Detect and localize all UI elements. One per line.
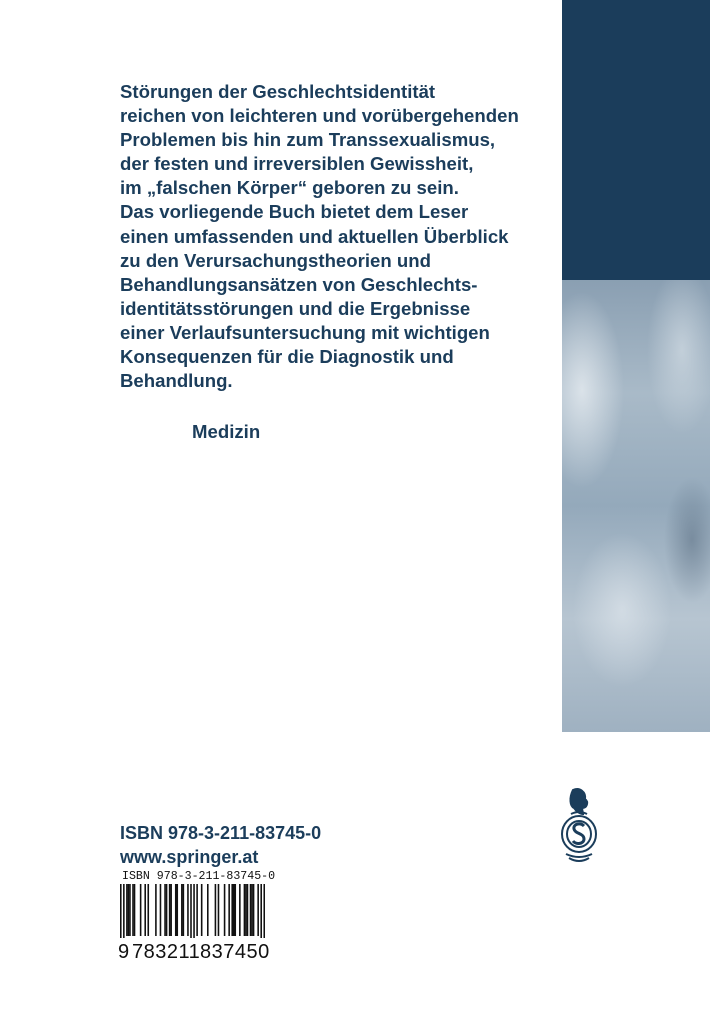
barcode-bar bbox=[253, 884, 255, 936]
barcode-digits-lead: 9 bbox=[118, 941, 130, 963]
barcode-bar bbox=[187, 884, 189, 936]
barcode-bar bbox=[175, 884, 177, 936]
blurb-line: reichen von leichteren und vorübergehenden bbox=[120, 105, 519, 127]
blurb-line: identitätsstörungen und die Ergebnisse bbox=[120, 297, 471, 319]
barcode-bar bbox=[147, 884, 149, 936]
blurb-line: Konsequenzen für die Diagnostik und bbox=[120, 346, 454, 368]
publisher-url: www.springer.at bbox=[120, 847, 259, 867]
barcode-bar bbox=[228, 884, 230, 936]
barcode-digits bbox=[118, 938, 268, 966]
blurb-line: zu den Verursachungstheorien und bbox=[120, 249, 431, 271]
barcode-caption: ISBN 978-3-211-83745-0 bbox=[122, 870, 276, 883]
barcode-bar bbox=[260, 884, 262, 942]
barcode-bar bbox=[144, 884, 146, 936]
cover-side-band bbox=[562, 0, 710, 732]
subject-label: Medizin bbox=[192, 421, 261, 442]
blurb-line: im „falschen Körper“ geboren zu sein. bbox=[120, 177, 459, 199]
blurb-line: Das vorliegende Buch bietet dem Leser bbox=[120, 201, 469, 223]
blurb-line: der festen und irreversiblen Gewissheit, bbox=[120, 153, 474, 175]
barcode-bar bbox=[247, 884, 249, 936]
blurb-line: einer Verlaufsuntersuchung mit wichtigen bbox=[120, 321, 490, 343]
barcode-bar bbox=[231, 884, 233, 936]
blurb-line: Störungen der Geschlechtsidentität bbox=[120, 81, 436, 102]
barcode-bar bbox=[181, 884, 183, 936]
barcode-bar bbox=[126, 884, 128, 936]
barcode-bar bbox=[201, 884, 203, 936]
springer-knight-icon bbox=[556, 786, 602, 864]
barcode-bar bbox=[218, 884, 220, 936]
barcode-bar bbox=[233, 884, 235, 936]
barcode-bar bbox=[132, 884, 134, 936]
barcode bbox=[120, 884, 265, 942]
barcode-bar bbox=[169, 884, 171, 936]
barcode-bar bbox=[196, 884, 198, 936]
barcode-bar bbox=[215, 884, 217, 936]
barcode-bar bbox=[183, 884, 185, 936]
barcode-bar bbox=[123, 884, 125, 942]
barcode-bar bbox=[193, 884, 195, 942]
barcode-bar bbox=[257, 884, 259, 936]
barcode-bar bbox=[244, 884, 246, 936]
barcode-bar bbox=[155, 884, 157, 936]
barcode-bar bbox=[140, 884, 142, 936]
barcode-bar bbox=[164, 884, 166, 936]
barcode-bar bbox=[207, 884, 209, 936]
barcode-digits-left: 783211 bbox=[132, 941, 201, 963]
barcode-bar bbox=[128, 884, 130, 936]
barcode-bar bbox=[239, 884, 241, 936]
barcode-bar bbox=[250, 884, 252, 936]
barcode-digits-right: 837450 bbox=[200, 941, 270, 963]
barcode-bar bbox=[224, 884, 226, 936]
barcode-bar bbox=[190, 884, 192, 942]
back-cover-blurb bbox=[120, 80, 560, 393]
barcode-bar bbox=[129, 884, 131, 936]
barcode-bar bbox=[251, 884, 253, 936]
barcode-bar bbox=[170, 884, 172, 936]
barcode-bar bbox=[263, 884, 265, 942]
barcode-bar bbox=[160, 884, 162, 936]
cover-photo-panel bbox=[562, 280, 710, 732]
barcode-bar bbox=[120, 884, 122, 942]
blurb-line: einen umfassenden und aktuellen Überblick bbox=[120, 225, 509, 247]
isbn-text: ISBN 978-3-211-83745-0 bbox=[120, 823, 322, 843]
barcode-bar bbox=[245, 884, 247, 936]
blurb-line: Problemen bis hin zum Transsexualismus, bbox=[120, 129, 496, 151]
barcode-bar bbox=[234, 884, 236, 936]
blurb-line: Behandlungsansätzen von Geschlechts- bbox=[120, 273, 478, 295]
cover-dark-panel bbox=[562, 0, 710, 280]
barcode-bar bbox=[166, 884, 168, 936]
barcode-bar bbox=[134, 884, 136, 936]
barcode-bar bbox=[176, 884, 178, 936]
blurb-line: Behandlung. bbox=[120, 370, 233, 392]
